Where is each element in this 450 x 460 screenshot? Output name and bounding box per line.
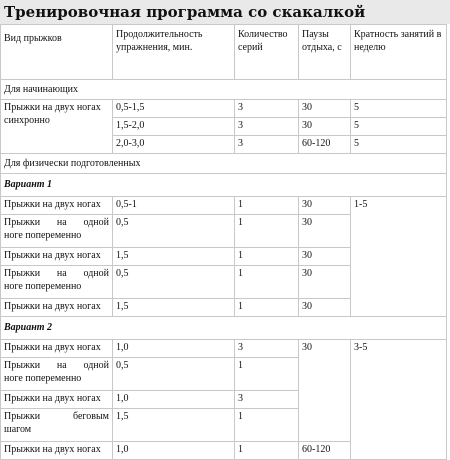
cell-exercise bbox=[1, 358, 113, 391]
exercise-line: ноге попеременно bbox=[4, 229, 82, 241]
exercise-line: Прыжки на одной bbox=[4, 217, 109, 228]
cell-duration: 1,0 bbox=[113, 442, 235, 460]
cell-duration: 0,5 bbox=[113, 266, 235, 299]
header-rest: Паузы отдыха, с bbox=[299, 25, 351, 80]
cell-rest: 30 bbox=[299, 197, 351, 215]
section-variant-1: Вариант 1 bbox=[1, 174, 447, 197]
cell-duration: 0,5 bbox=[113, 215, 235, 248]
exercise-line: шагом bbox=[4, 423, 32, 435]
table-row bbox=[1, 197, 447, 215]
header-duration: Продолжительность упражнения, мин. bbox=[113, 25, 235, 80]
cell-duration: 0,5-1 bbox=[113, 197, 235, 215]
section-row bbox=[1, 80, 447, 100]
cell-duration: 1,5-2,0 bbox=[113, 118, 235, 136]
cell-frequency: 3-5 bbox=[351, 340, 447, 460]
exercise-line: Прыжки беговым bbox=[4, 411, 109, 422]
cell-duration: 1,5 bbox=[113, 409, 235, 442]
cell-frequency: 5 bbox=[351, 100, 447, 118]
cell-rest: 30 bbox=[299, 248, 351, 266]
section-row bbox=[1, 154, 447, 174]
cell-series: 1 bbox=[235, 197, 299, 215]
cell-series: 1 bbox=[235, 358, 299, 391]
cell-exercise: Прыжки на двух ногах bbox=[1, 340, 113, 358]
cell-duration: 1,0 bbox=[113, 391, 235, 409]
section-beginners: Для начинающих bbox=[1, 80, 447, 100]
section-trained: Для физически подготовленных bbox=[1, 154, 447, 174]
cell-exercise: Прыжки на двух ногах bbox=[1, 248, 113, 266]
cell-rest: 30 bbox=[299, 299, 351, 317]
cell-series: 1 bbox=[235, 248, 299, 266]
cell-series: 3 bbox=[235, 136, 299, 154]
section-variant-2: Вариант 2 bbox=[1, 317, 447, 340]
cell-exercise bbox=[1, 266, 113, 299]
cell-series: 1 bbox=[235, 409, 299, 442]
cell-rest: 30 bbox=[299, 215, 351, 248]
cell-frequency: 1-5 bbox=[351, 197, 447, 317]
cell-exercise: Прыжки на двух ногах bbox=[1, 197, 113, 215]
header-row bbox=[1, 25, 447, 80]
cell-exercise: Прыжки на двух ногах bbox=[1, 391, 113, 409]
cell-frequency: 5 bbox=[351, 136, 447, 154]
cell-exercise: Прыжки на двух ногах bbox=[1, 442, 113, 460]
cell-exercise: Прыжки на двух ногах синхронно bbox=[1, 100, 113, 154]
cell-series: 1 bbox=[235, 215, 299, 248]
cell-rest: 30 bbox=[299, 266, 351, 299]
header-frequency: Кратность занятий в неделю bbox=[351, 25, 447, 80]
cell-series: 3 bbox=[235, 340, 299, 358]
cell-rest: 30 bbox=[299, 118, 351, 136]
cell-series: 1 bbox=[235, 299, 299, 317]
cell-series: 1 bbox=[235, 266, 299, 299]
cell-exercise: Прыжки на двух ногах bbox=[1, 299, 113, 317]
exercise-line: ноге попеременно bbox=[4, 280, 82, 292]
cell-duration: 2,0-3,0 bbox=[113, 136, 235, 154]
exercise-line: ноге попеременно bbox=[4, 372, 82, 384]
cell-duration: 1,5 bbox=[113, 248, 235, 266]
cell-duration: 0,5 bbox=[113, 358, 235, 391]
table-row bbox=[1, 100, 447, 118]
cell-frequency: 5 bbox=[351, 118, 447, 136]
cell-duration: 1,5 bbox=[113, 299, 235, 317]
page-title: Тренировочная программа со скакалкой bbox=[0, 0, 450, 24]
cell-rest: 60-120 bbox=[299, 136, 351, 154]
cell-exercise bbox=[1, 215, 113, 248]
cell-duration: 1,0 bbox=[113, 340, 235, 358]
section-row bbox=[1, 317, 447, 340]
section-row bbox=[1, 174, 447, 197]
exercise-line: Прыжки на одной bbox=[4, 268, 109, 279]
cell-series: 1 bbox=[235, 442, 299, 460]
training-table-container bbox=[0, 24, 447, 460]
cell-rest: 30 bbox=[299, 340, 351, 442]
header-series: Количество серий bbox=[235, 25, 299, 80]
cell-series: 3 bbox=[235, 118, 299, 136]
cell-series: 3 bbox=[235, 391, 299, 409]
table-row bbox=[1, 340, 447, 358]
cell-series: 3 bbox=[235, 100, 299, 118]
header-exercise: Вид прыжков bbox=[1, 25, 113, 80]
exercise-line: Прыжки на одной bbox=[4, 360, 109, 371]
cell-rest: 30 bbox=[299, 100, 351, 118]
cell-exercise bbox=[1, 409, 113, 442]
cell-rest: 60-120 bbox=[299, 442, 351, 460]
training-table bbox=[0, 24, 447, 460]
cell-duration: 0,5-1,5 bbox=[113, 100, 235, 118]
